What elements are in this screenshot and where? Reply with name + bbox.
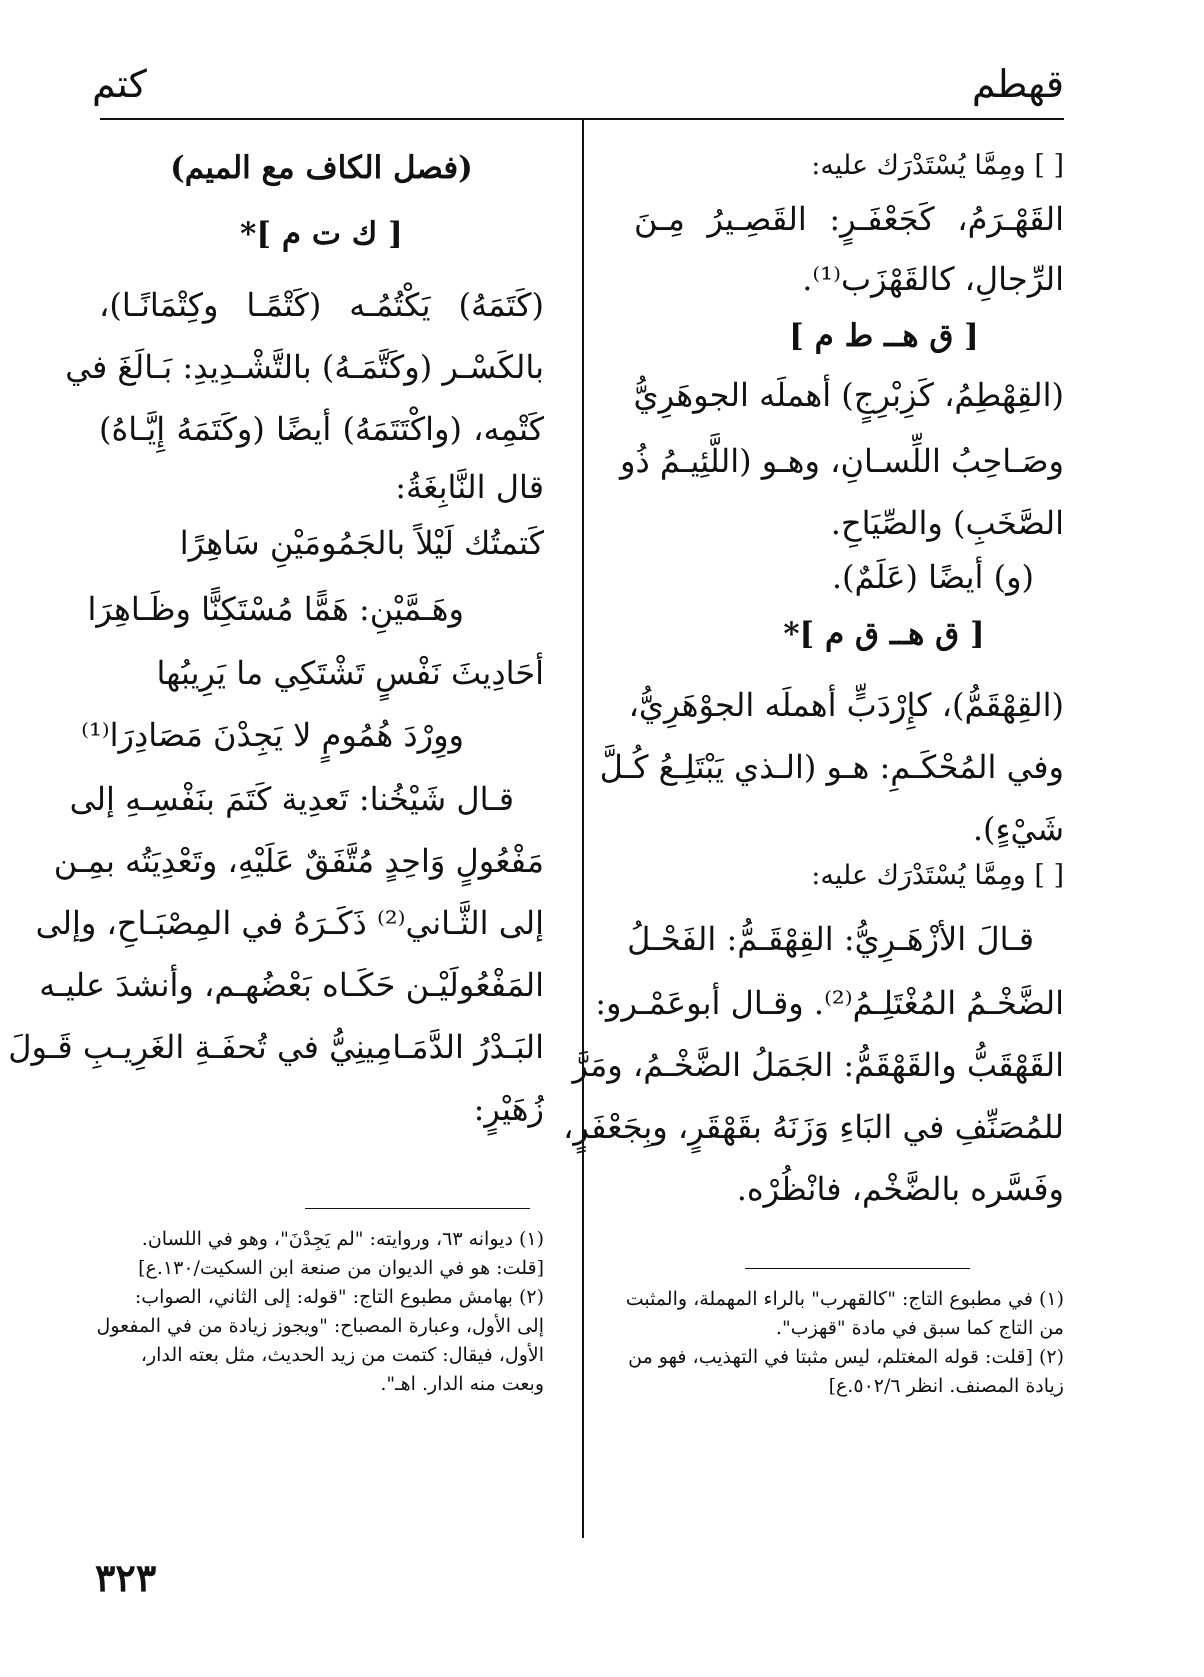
text-line: زُهَيْرٍ: — [473, 1090, 544, 1128]
text-line: قـالَ الأزْهَـرِيُّ: القِهْقَـمُّ: الفَحْـلُ — [627, 920, 1034, 958]
text-line: مَفْعُولٍ وَاحِدٍ مُتَّفَقٌ عَلَيْهِ، وتَعْدِيَتُه بمِـن — [53, 842, 544, 880]
poem-line: وهَـمَّيْنِ: هَمًّا مُسْتَكِنًّا وظَـاهِرَا — [87, 590, 464, 628]
footnote-line: (١) ديوانه ٦٣، وروايته: "لم يَجِدْنَ"، وهو في اللسان. — [141, 1228, 544, 1250]
text-line: للمُصَنِّفِ في البَاءِ وَزَنَهُ بقَهْقَرٍ، وبِجَعْفَرٍ، — [563, 1108, 1064, 1146]
footnote-line: (٢) [قلت: قوله المغتلم، ليس مثبتا في التهذيب، فهو من — [628, 1346, 1064, 1368]
text-line: كَتْمِه، (واكْتَتَمَهُ) أيضًا (وكَتَمَهُ إِيَّـاهُ) — [99, 410, 544, 448]
text-line: (كَتَمَهُ) يَكْتُمُـه (كَتْمًـا وكِتْمَانًـا)، — [99, 286, 544, 324]
footnote-line: [قلت: هو في الديوان من صنعة ابن السكيت/١٣٠.ع] — [138, 1257, 544, 1279]
text-line: البَـدْرُ الدَّمَـامِينِيُّ في تُحفَـةِ الغَرِيـبِ قَـولَ — [8, 1028, 544, 1066]
text-line: وفَسَّره بالضَّخْم، فانْظُرْه. — [736, 1170, 1064, 1208]
text-line: [ ] ومِمَّا يُسْتَدْرَك عليه: — [811, 150, 1064, 181]
footnote-line: زيادة المصنف. انظر ٥٠٢/٦.ع] — [828, 1375, 1064, 1397]
footnotes-right — [625, 1285, 1064, 1401]
text-line: (القِهْقَمُّ)، كإِرْدَبٍّ أهملَه الجوْهَرِيُّ، — [628, 686, 1064, 724]
text-line: الرِّجالِ، كالقَهْزَب⁽¹⁾. — [802, 260, 1064, 298]
text-line: بالكَسْـر (وكَتَّمَـهُ) بالتَّشْـدِيدِ: بَـالَغَ في — [65, 348, 544, 386]
footnote-line: (١) في مطبوع التاج: "كالقهرب" بالراء المهملة، والمثبت — [625, 1288, 1064, 1310]
poem-line: أحَادِيثَ نَفْسٍ تَشْتَكِي ما يَرِيبُها — [156, 654, 544, 692]
footnotes-left — [96, 1225, 544, 1399]
poem-line: كَتمتُك لَيْلاً بالجَمُومَيْنِ سَاهِرًا — [179, 524, 544, 562]
footnote-rule — [305, 1208, 530, 1209]
footnote-line: (٢) بهامش مطبوع التاج: "قوله: إلى الثاني، الصواب: — [134, 1286, 544, 1308]
text-line: قال النَّابِغَةُ: — [395, 468, 544, 506]
text-line: الضَّخْـمُ المُغْتَلِـمُ⁽²⁾. وقـال أبوعَمْـرو: — [595, 984, 1064, 1022]
column-divider — [582, 118, 584, 1538]
footnote-line: إلى الأول، وعبارة المصباح: "ويجوز زيادة من في المفعول — [96, 1315, 544, 1337]
text-line: وفي المُحْكَـمِ: هـو (الـذي يَبْتَلِـعُ كُـلَّ — [599, 748, 1064, 786]
text-line: (و) أيضًا (عَلَمٌ). — [831, 558, 1034, 596]
text-line: وصَـاحِبُ اللِّسـانِ، وهـو (اللَّئِيـمُ ذُو — [619, 442, 1064, 480]
text-line: الصَّخَبِ) والصِّيَاحِ. — [830, 504, 1064, 542]
right-column — [563, 150, 1064, 1232]
poem-line: ووِرْدَ هُمُومٍ لا يَجِدْنَ مَصَادِرَا⁽¹⁾ — [81, 716, 464, 754]
root-heading: [ ق هــ ق م ]* — [783, 616, 985, 652]
running-head-left: كتم — [92, 62, 147, 106]
footnote-line: وبعت منه الدار. اهـ". — [380, 1373, 544, 1395]
footnote-line: الأول، فيقال: كتمت من زيد الحديث، مثل بعته الدار، — [140, 1344, 544, 1366]
text-line: [ ] ومِمَّا يُسْتَدْرَك عليه: — [811, 860, 1064, 891]
root-heading: [ ق هــ ط م ] — [789, 318, 979, 354]
text-line: القَهْـرَمُ، كَجَعْفَـرٍ: القَصِـيرُ مِـنَ — [634, 200, 1064, 238]
footnote-rule — [745, 1268, 970, 1269]
text-line: المَفْعُولَيْـن حَكَـاه بَعْضُهـم، وأنشدَ عليـه — [39, 966, 544, 1004]
text-line: إلى الثَّـاني⁽²⁾ ذَكَـرَهُ في المِصْبَـاحِ، وإلى — [35, 904, 544, 942]
text-line: القَهْقَبُّ والقَهْقَمُّ: الجَمَلُ الضَّخْـمُ، ومَرَّ — [572, 1046, 1064, 1084]
footnote-line: من التاج كما سبق في مادة "قهزب". — [775, 1317, 1064, 1339]
text-line: شَيْءٍ). — [972, 810, 1064, 848]
page-number: ٣٢٣ — [95, 1555, 157, 1600]
text-line: قـال شَيْخُنا: تَعدِية كَتَمَ بنَفْسِـهِ إلى — [69, 780, 514, 818]
root-heading: [ ك ت م ]* — [240, 216, 403, 252]
text-line: (القِهْطِمُ، كَزِبْرِجٍ) أهملَه الجوهَرِيُّ — [633, 376, 1064, 414]
section-heading: (فصل الكاف مع الميم) — [170, 150, 473, 186]
running-head-right: قهطم — [971, 62, 1064, 106]
left-column — [8, 150, 544, 1152]
